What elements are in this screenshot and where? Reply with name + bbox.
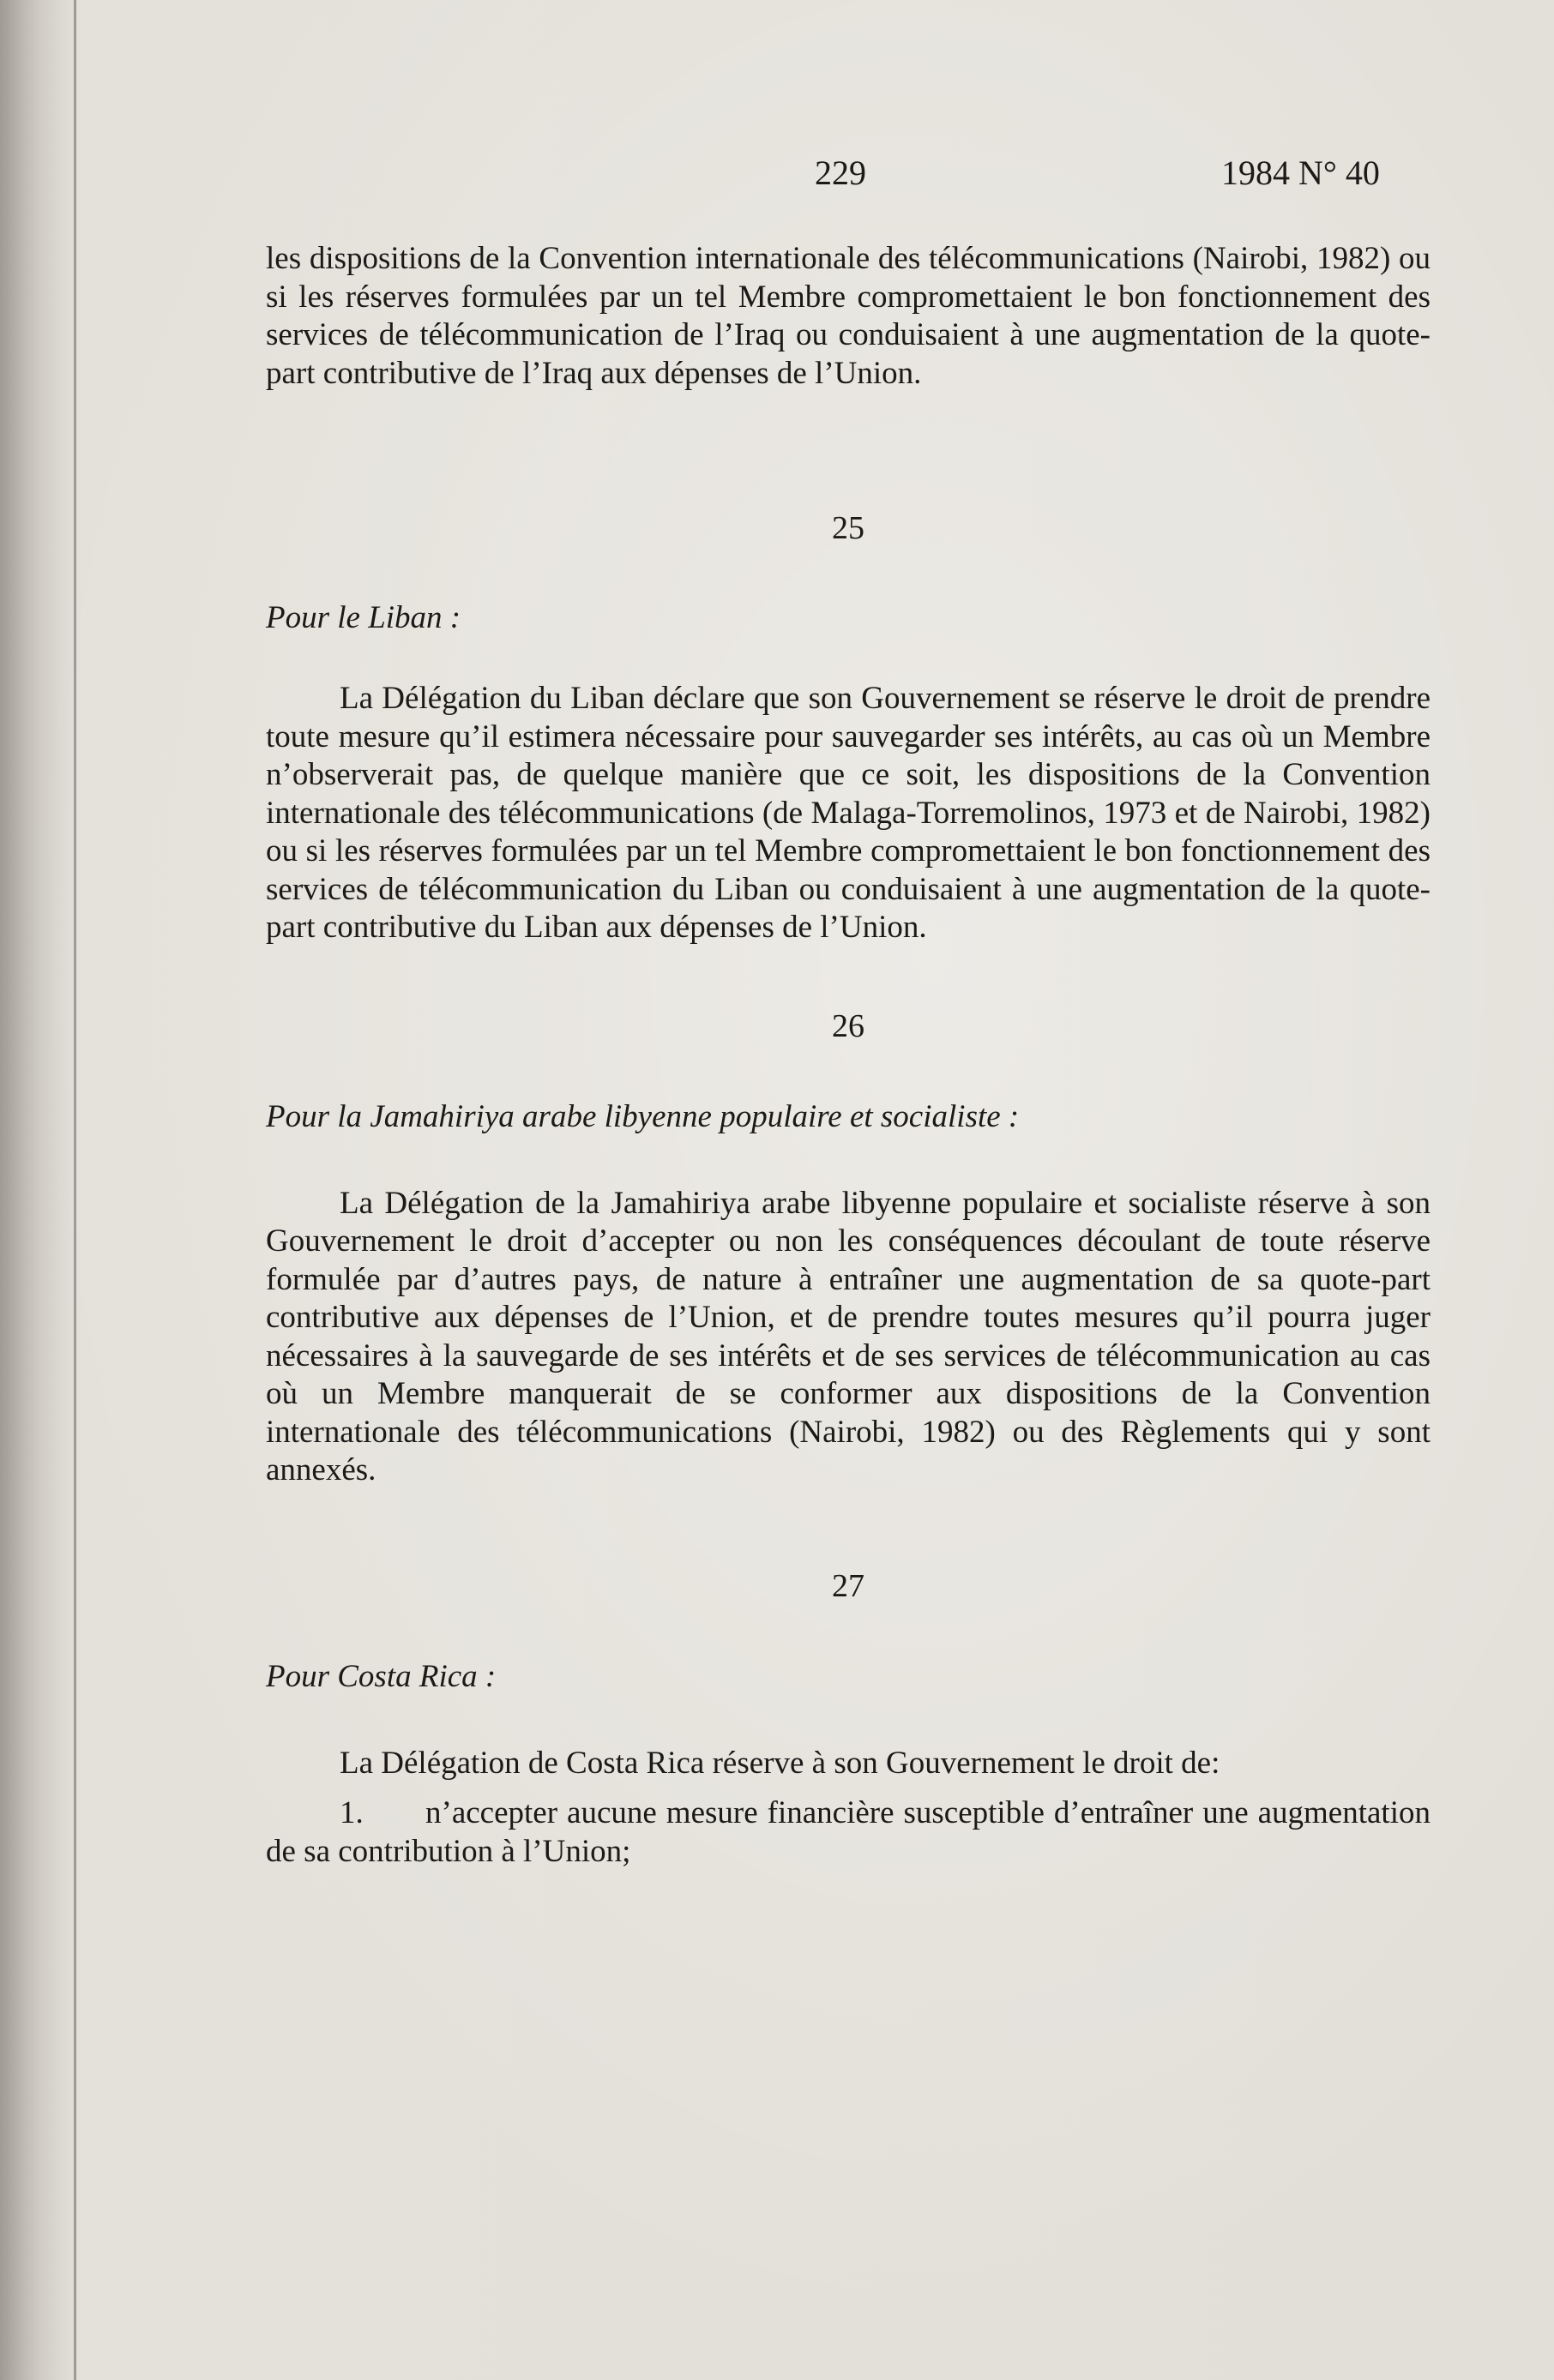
binding-edge xyxy=(74,0,76,2380)
reservation-text-libya: La Délégation de la Jamahiriya arabe libyenne populaire et socialiste réserve à son Gouvernement le droit d’accepter ou non les conséquences découlant de toute réserve formulée par d’autres pays, de nature à entraîner une augmentation de sa quote-part contributive aux dépenses de l’Union, et de prendre toutes mesures qu’il pourra juger nécessaires à la sauvegarde de ses intérêts et de ses services de télécommunication au cas où un Membre manquerait de se conformer aux dispositions de la Convention internationale des télécommunications (Nairobi, 1982) ou des Règlements qui y sont annexés. xyxy=(266,1185,1431,1488)
list-item-text: n’accepter aucune mesure financière susceptible d’entraîner une augmentation de sa contribution à l’Union; xyxy=(266,1795,1431,1869)
section-number-25: 25 xyxy=(832,510,864,546)
reservation-list-item xyxy=(266,1794,1431,1871)
reservation-text-costa-rica: La Délégation de Costa Rica réserve à son Gouvernement le droit de: xyxy=(340,1745,1220,1781)
section-number-27: 27 xyxy=(832,1567,864,1604)
reservation-text-lebanon: La Délégation du Liban déclare que son Gouvernement se réserve le droit de prendre toute mesure qu’il estimera nécessaire pour sauvegarder ses intérêts, au cas où un Membre n’observerait pas, de quelque manière que ce soit, les dispositions de la Convention internationale des télécommunications (de Malaga-Torremolinos, 1973 et de Nairobi, 1982) ou si les réserves formulées par un tel Membre compromettaient le bon fonctionnement des services de télécommunication du Liban ou conduisaient à une augmentation de la quote-part contributive du Liban aux dépenses de l’Union. xyxy=(266,681,1431,945)
party-heading-lebanon: Pour le Liban : xyxy=(266,599,461,635)
list-item-number: 1. xyxy=(340,1795,364,1830)
page-number: 229 xyxy=(815,153,866,192)
party-heading-costa-rica: Pour Costa Rica : xyxy=(266,1659,497,1694)
section-number-26: 26 xyxy=(832,1007,864,1044)
document-reference: 1984 N° 40 xyxy=(1221,153,1380,192)
party-heading-libya: Pour la Jamahiriya arabe libyenne populaire et socialiste : xyxy=(266,1099,1020,1134)
binding-shadow xyxy=(0,0,81,2380)
intro-paragraph: les dispositions de la Convention internationale des télécommunications (Nairobi, 1982) ou si les réserves formulées par un tel Membre compromettaient le bon fonctionnement des services de télécommunication de l’Iraq ou conduisaient à une augmentation de la quote-part contributive de l’Iraq aux dépenses de l’Union. xyxy=(266,241,1431,391)
page-content xyxy=(266,240,1431,1871)
